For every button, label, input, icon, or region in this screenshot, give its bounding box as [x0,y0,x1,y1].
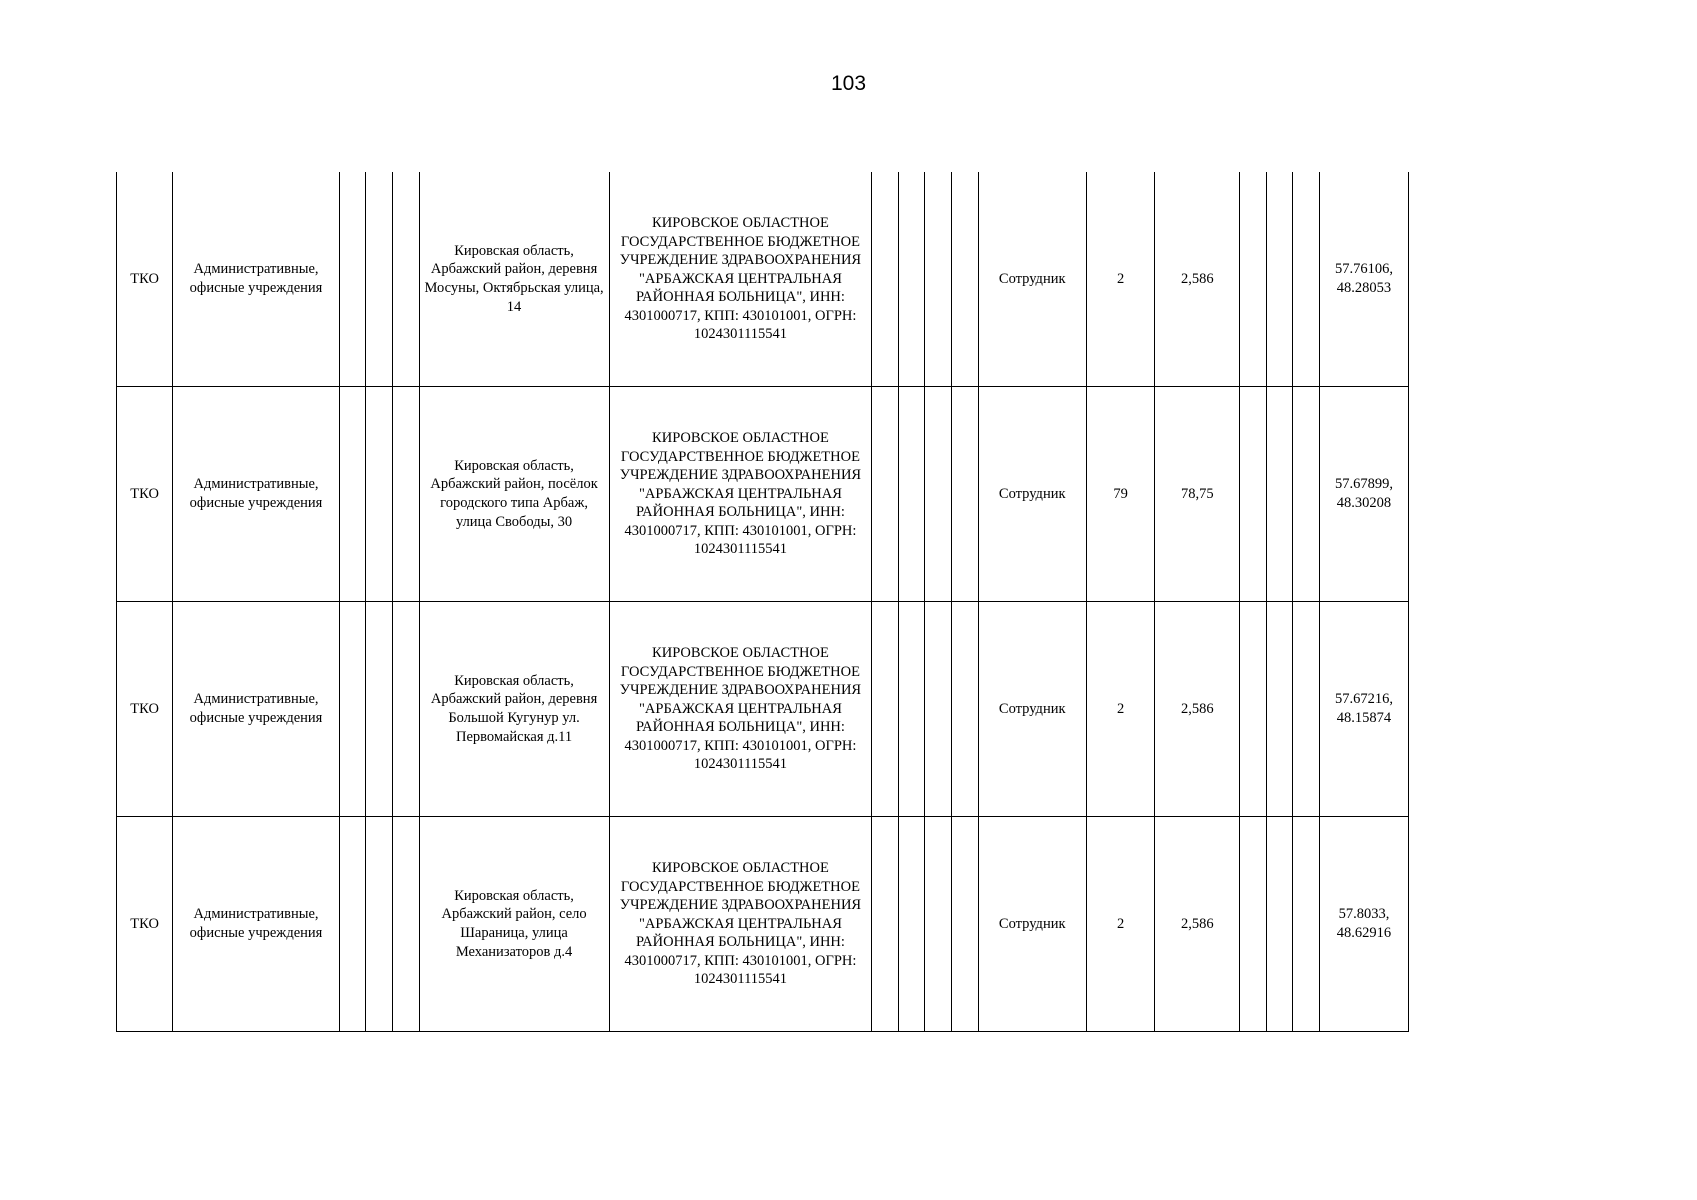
volume-cell: 2,586 [1155,172,1240,387]
registry-table [116,172,1409,1032]
waste-type-cell: ТКО [117,387,173,602]
coordinates-cell: 57.67899, 48.30208 [1319,387,1408,602]
owner-cell: КИРОВСКОЕ ОБЛАСТНОЕ ГОСУДАРСТВЕННОЕ БЮДЖЕТНОЕ УЧРЕЖДЕНИЕ ЗДРАВООХРАНЕНИЯ "АРБАЖСКАЯ ЦЕНТРАЛЬНАЯ РАЙОННАЯ БОЛЬНИЦА", ИНН: 4301000717, КПП: 430101001, ОГРН: 1024301115541 [609,602,872,817]
waste-type-cell: ТКО [117,817,173,1032]
category-cell: Административные, офисные учреждения [173,172,340,387]
count-cell: 79 [1086,387,1154,602]
empty-cell [1240,817,1267,1032]
empty-cell [392,602,419,817]
empty-cell [339,387,366,602]
empty-cell [951,172,978,387]
empty-cell [1266,817,1293,1032]
empty-cell [951,817,978,1032]
empty-cell [1293,172,1320,387]
unit-cell: Сотрудник [978,602,1086,817]
address-cell: Кировская область, Арбажский район, село Шараница, улица Механизаторов д.4 [419,817,609,1032]
empty-cell [898,387,925,602]
address-cell: Кировская область, Арбажский район, посёлок городского типа Арбаж, улица Свободы, 30 [419,387,609,602]
empty-cell [872,602,899,817]
empty-cell [1293,817,1320,1032]
empty-cell [366,387,393,602]
empty-cell [1293,602,1320,817]
count-cell: 2 [1086,172,1154,387]
coordinates-cell: 57.67216, 48.15874 [1319,602,1408,817]
table-row [117,817,1409,1032]
empty-cell [339,602,366,817]
waste-type-cell: ТКО [117,172,173,387]
empty-cell [392,172,419,387]
category-cell: Административные, офисные учреждения [173,602,340,817]
empty-cell [339,817,366,1032]
empty-cell [925,172,952,387]
category-cell: Административные, офисные учреждения [173,817,340,1032]
empty-cell [1293,387,1320,602]
category-cell: Административные, офисные учреждения [173,387,340,602]
empty-cell [951,602,978,817]
volume-cell: 78,75 [1155,387,1240,602]
empty-cell [951,387,978,602]
volume-cell: 2,586 [1155,602,1240,817]
address-cell: Кировская область, Арбажский район, деревня Мосуны, Октябрьская улица, 14 [419,172,609,387]
empty-cell [366,602,393,817]
empty-cell [339,172,366,387]
empty-cell [392,817,419,1032]
empty-cell [1240,602,1267,817]
count-cell: 2 [1086,817,1154,1032]
empty-cell [898,172,925,387]
empty-cell [1266,387,1293,602]
empty-cell [1240,172,1267,387]
empty-cell [872,817,899,1032]
coordinates-cell: 57.76106, 48.28053 [1319,172,1408,387]
empty-cell [366,172,393,387]
empty-cell [925,387,952,602]
page-number: 103 [830,72,867,95]
empty-cell [1266,602,1293,817]
empty-cell [366,817,393,1032]
table-row [117,387,1409,602]
waste-type-cell: ТКО [117,602,173,817]
owner-cell: КИРОВСКОЕ ОБЛАСТНОЕ ГОСУДАРСТВЕННОЕ БЮДЖЕТНОЕ УЧРЕЖДЕНИЕ ЗДРАВООХРАНЕНИЯ "АРБАЖСКАЯ ЦЕНТРАЛЬНАЯ РАЙОННАЯ БОЛЬНИЦА", ИНН: 4301000717, КПП: 430101001, ОГРН: 1024301115541 [609,387,872,602]
unit-cell: Сотрудник [978,387,1086,602]
table-row [117,172,1409,387]
empty-cell [1240,387,1267,602]
owner-cell: КИРОВСКОЕ ОБЛАСТНОЕ ГОСУДАРСТВЕННОЕ БЮДЖЕТНОЕ УЧРЕЖДЕНИЕ ЗДРАВООХРАНЕНИЯ "АРБАЖСКАЯ ЦЕНТРАЛЬНАЯ РАЙОННАЯ БОЛЬНИЦА", ИНН: 4301000717, КПП: 430101001, ОГРН: 1024301115541 [609,172,872,387]
unit-cell: Сотрудник [978,172,1086,387]
empty-cell [925,817,952,1032]
empty-cell [872,172,899,387]
address-cell: Кировская область, Арбажский район, деревня Большой Кугунур ул. Первомайская д.11 [419,602,609,817]
empty-cell [1266,172,1293,387]
owner-cell: КИРОВСКОЕ ОБЛАСТНОЕ ГОСУДАРСТВЕННОЕ БЮДЖЕТНОЕ УЧРЕЖДЕНИЕ ЗДРАВООХРАНЕНИЯ "АРБАЖСКАЯ ЦЕНТРАЛЬНАЯ РАЙОННАЯ БОЛЬНИЦА", ИНН: 4301000717, КПП: 430101001, ОГРН: 1024301115541 [609,817,872,1032]
empty-cell [392,387,419,602]
count-cell: 2 [1086,602,1154,817]
empty-cell [872,387,899,602]
volume-cell: 2,586 [1155,817,1240,1032]
table-row [117,602,1409,817]
empty-cell [898,817,925,1032]
empty-cell [925,602,952,817]
empty-cell [898,602,925,817]
unit-cell: Сотрудник [978,817,1086,1032]
coordinates-cell: 57.8033, 48.62916 [1319,817,1408,1032]
